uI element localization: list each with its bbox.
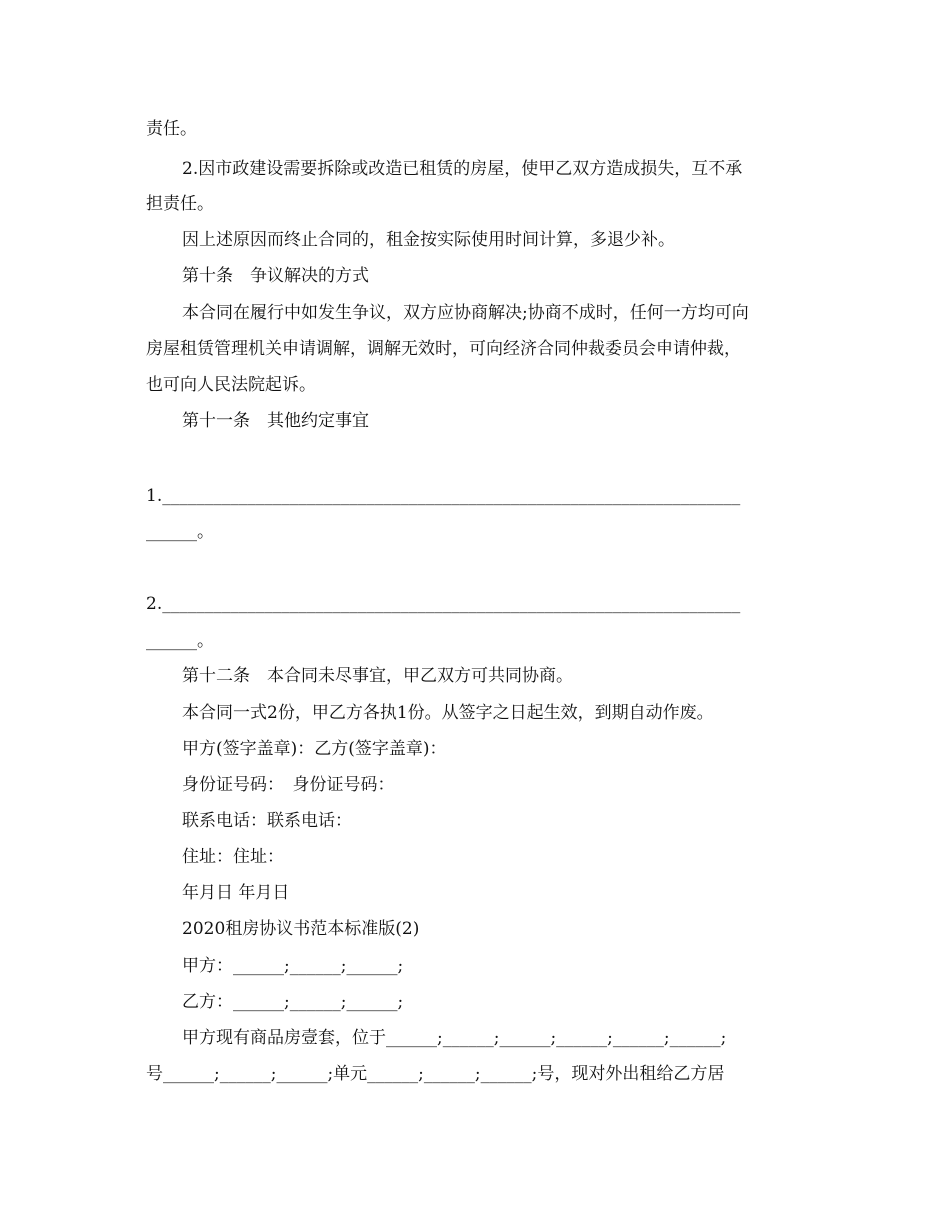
blank-fill-line: ______。: [146, 631, 214, 651]
text-line: 也可向人民法院起诉。: [146, 375, 316, 395]
blank-fill-line: ______。: [146, 522, 214, 542]
blank-fill-line: 1.____________________________________________________________________: [146, 486, 741, 506]
text-line: 因上述原因而终止合同的，租金按实际使用时间计算，多退少补。: [182, 230, 675, 250]
text-line: 责任。: [146, 119, 197, 139]
section-title: 2020租房协议书范本标准版(2): [182, 919, 420, 939]
article-heading: 第十一条 其他约定事宜: [182, 411, 369, 431]
address-line: 住址：住址：: [182, 847, 284, 867]
signature-line: 甲方(签字盖章)：乙方(签字盖章)：: [182, 739, 447, 759]
article-heading: 第十条 争议解决的方式: [182, 266, 369, 286]
text-line: 担责任。: [146, 194, 214, 214]
text-line: 2.因市政建设需要拆除或改造已租赁的房屋，使甲乙双方造成损失，互不承: [182, 159, 743, 179]
date-line: 年月日 年月日: [182, 883, 290, 903]
text-line: 甲方现有商品房壹套，位于______;______;______;______;______;______;: [182, 1028, 727, 1048]
blank-fill-line: 2.____________________________________________________________________: [146, 594, 741, 614]
text-line: 号______;______;______;单元______;______;______;号，现对外出租给乙方居: [146, 1064, 725, 1084]
party-a-line: 甲方：______;______;______;: [182, 956, 404, 976]
article-heading: 第十二条 本合同未尽事宜，甲乙双方可共同协商。: [182, 666, 573, 686]
text-line: 本合同在履行中如发生争议，双方应协商解决;协商不成时，任何一方均可向: [182, 303, 749, 323]
text-line: 房屋租赁管理机关申请调解，调解无效时，可向经济合同仲裁委员会申请仲裁，: [146, 339, 741, 359]
party-b-line: 乙方：______;______;______;: [182, 992, 404, 1012]
text-line: 本合同一式2份，甲乙方各执1份。从签字之日起生效，到期自动作废。: [182, 703, 714, 723]
phone-line: 联系电话：联系电话：: [182, 811, 352, 831]
id-number-line: 身份证号码： 身份证号码：: [182, 775, 395, 795]
